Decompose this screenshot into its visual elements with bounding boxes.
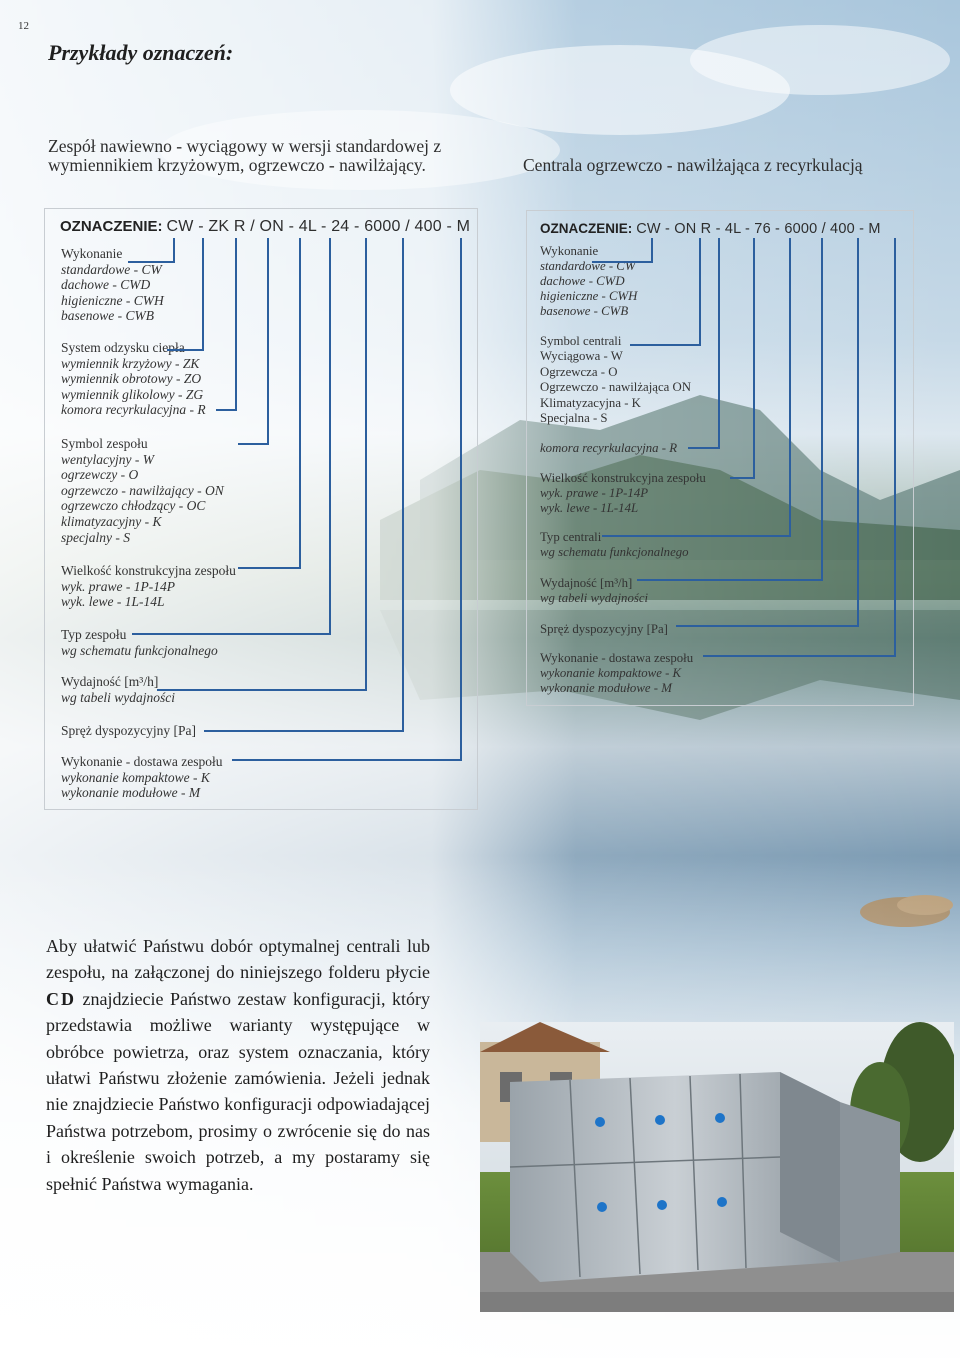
right-code-value: CW - ON R - 4L - 76 - 6000 / 400 - M [636,221,881,237]
left-group-capacity [61,674,175,705]
group-item: wg tabeli wydajności [61,689,175,705]
group-head: Symbol centrali [540,334,622,348]
group-item: ogrzewczy - O [61,467,139,483]
right-group-pressure [540,622,668,638]
group-item: Ogrzewcza - O [540,364,618,379]
air-handling-unit-photo [480,1022,954,1312]
group-item: wykonanie kompaktowe - K [540,666,682,680]
group-head: Wielkość konstrukcyjna zespołu [61,563,236,578]
page-number: 12 [18,20,29,32]
group-item: basenowe - CWB [61,308,154,324]
right-group-execution [540,244,637,319]
group-item: wg schematu funkcjonalnego [61,642,218,658]
group-head: Wykonanie [540,244,599,258]
group-item: wykonanie kompaktowe - K [61,769,210,785]
group-item: dachowe - CWD [61,277,151,293]
left-group-size [61,563,236,610]
right-group-symbol [540,334,691,426]
group-item: wyk. lewe - 1L-14L [61,594,165,610]
group-item: standardowe - CW [61,261,162,277]
right-code-label: OZNACZENIE: [540,221,633,236]
group-item: ogrzewczo - nawilżający - ON [61,482,224,498]
group-item: wyk. prawe - 1P-14P [540,486,649,500]
group-item: wyk. lewe - 1L-14L [540,501,639,515]
right-code [540,220,881,238]
page-title: Przykłady oznaczeń: [48,40,234,65]
group-item: wentylacyjny - W [61,451,154,467]
right-subtitle: Centrala ogrzewczo - nawilżająca z recyrkulacją [523,155,863,175]
group-item: Specjalna - S [540,411,608,426]
group-item: higieniczne - CWH [540,289,638,303]
right-group-delivery [540,651,693,696]
left-code-label: OZNACZENIE: [60,218,163,235]
group-item: basenowe - CWB [540,304,629,318]
group-head: Wykonanie - dostawa zespołu [61,754,223,769]
para-text-1: Aby ułatwić Państwu dobór optymalnej centrali lub zespołu, na załączonej do niniejszego folderu płycie [46,936,430,983]
left-code-value: CW - ZK R / ON - 4L - 24 - 6000 / 400 - M [166,218,471,235]
group-item: higieniczne - CWH [61,292,164,308]
group-head: Spręż dyspozycyjny [Pa] [540,622,668,636]
group-head: Wykonanie - dostawa zespołu [540,651,694,665]
right-group-size [540,471,706,516]
group-head: Typ zespołu [61,627,127,642]
group-item: wyk. prawe - 1P-14P [61,578,175,594]
group-item: wymiennik glikolowy - ZG [61,386,204,402]
group-head: Wydajność [m³/h] [61,674,159,689]
group-head: Wydajność [m³/h] [540,576,633,590]
group-item: wymiennik krzyżowy - ZK [61,355,200,371]
left-subtitle-line1: Zespół nawiewno - wyciągowy w wersji standardowej z [48,136,442,156]
group-item: wykonanie modułowe - M [61,785,201,801]
group-head: Symbol zespołu [61,436,148,451]
left-group-pressure [61,723,196,739]
left-group-unit-symbol [61,436,224,545]
right-group-type [540,530,689,560]
group-item: klimatyzacyjny - K [61,513,162,529]
group-item: wg tabeli wydajności [540,591,649,605]
group-item: Klimatyzacyjna - K [540,395,641,410]
group-item: dachowe - CWD [540,274,625,288]
para-text-2: znajdziecie Państwo zestaw konfiguracji, który przedstawia możliwe warianty występujące w obróbce powietrza, oraz system oznaczania, który ułatwi Państwu złożenie zamówienia. Jeżeli jednak nie znajdziecie Państwo konfiguracji odpowiadającej Państwa potrzebom, prosimy o zwrócenie się do nas i określenie swoich potrzeb, a my postaramy się spełnić Państwa wymagania. [46,988,430,1194]
group-head: Spręż dyspozycyjny [Pa] [61,723,196,738]
left-group-type [61,627,218,658]
group-item: wg schematu funkcjonalnego [540,545,689,559]
left-group-execution [61,246,164,324]
group-head: Wielkość konstrukcyjna zespołu [540,471,706,485]
group-item: wymiennik obrotowy - ZO [61,371,202,387]
group-head: Wykonanie [61,246,123,261]
para-cd: CD [46,988,76,1009]
left-group-heat-recovery [61,340,206,418]
group-item: wykonanie modułowe - M [540,681,672,695]
group-item: specjalny - S [61,529,130,545]
right-group-capacity [540,576,648,606]
left-subtitle-line2: wymiennikiem krzyżowym, ogrzewczo - nawilżający. [48,155,426,175]
group-item: standardowe - CW [540,259,636,273]
group-item: Ogrzewczo - nawilżająca ON [540,380,691,395]
group-item: Wyciągowa - W [540,349,623,364]
left-code [60,218,470,236]
group-head: komora recyrkulacyjna - R [540,441,678,455]
left-group-delivery [61,754,223,801]
group-item: ogrzewczo chłodzący - OC [61,498,206,514]
right-group-recirculation [540,441,677,457]
group-item: komora recyrkulacyjna - R [61,402,206,418]
info-paragraph [46,933,430,1197]
group-head: Typ centrali [540,530,602,544]
group-head: System odzysku ciepła [61,340,185,355]
